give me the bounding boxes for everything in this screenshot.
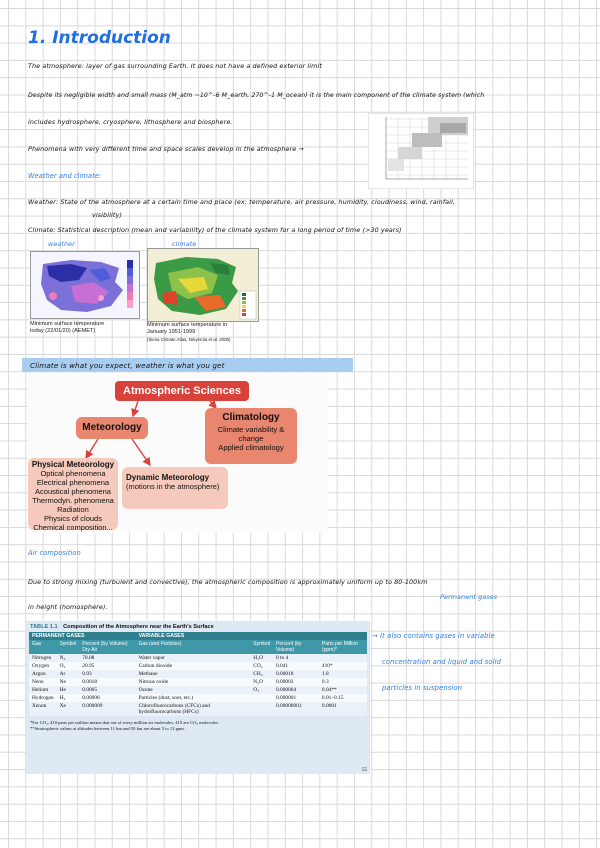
physical-item: Radiation	[57, 505, 89, 514]
cell-gas: Argon	[32, 671, 46, 677]
cell-var-percent: 0.00003	[275, 679, 294, 685]
table-row	[29, 654, 367, 662]
weather-definition-cont: visibility)	[92, 211, 122, 219]
cell-percent: 20.95	[82, 663, 95, 669]
cell-gas: Nitrogen	[32, 655, 52, 661]
section-heading-air-composition: Air composition	[28, 549, 81, 557]
meteorology-box: Meteorology	[76, 417, 148, 439]
table-row	[29, 678, 367, 686]
cell-var-gas: Chlorofluorocarbons (CFCs) and hydrofluorocarbons (HFCs)	[138, 703, 210, 715]
cell-ppm: 0.3	[321, 679, 329, 685]
dynamic-meteorology-box	[122, 467, 228, 509]
cell-var-gas: Water vapor	[138, 655, 165, 661]
col-var-percent: Percent (by Volume)	[275, 641, 302, 653]
cell-var-gas: Carbon dioxide	[138, 663, 172, 669]
intro-line-2: Despite its negligible width and small mass (M_atm ~10^-6 M_earth, 270^-1 M_ocean) it is the main component of the climate system (which	[28, 92, 485, 99]
cell-var-symbol: O₃	[253, 687, 260, 693]
cell-gas: Helium	[32, 687, 49, 693]
cell-var-symbol: CH₄	[253, 671, 263, 677]
air-composition-line-1: Due to strong mixing (turbulent and convective), the atmospheric composition is approximately uniform up to 80-100km	[28, 578, 428, 586]
table-footnote: **Stratospheric values at altitudes between 11 km and 50 km are about 5 to 12 ppm.	[30, 726, 185, 731]
cell-gas: Oxygen	[32, 663, 50, 669]
cell-var-gas: Methane	[138, 671, 158, 677]
physical-item: Chemical composition...	[33, 523, 113, 532]
table-row	[29, 670, 367, 678]
col-ppm: Parts per Million (ppm)*	[321, 641, 358, 653]
physical-item: Thermodyn. phenomena	[32, 496, 114, 505]
cell-symbol: Ar	[59, 671, 66, 677]
cell-symbol: N₂	[59, 655, 66, 661]
caption-line: Minimum surface temperature in	[147, 322, 228, 328]
cell-var-gas: Ozone	[138, 687, 153, 693]
col-var-gas: Gas (and Particles)	[138, 641, 182, 647]
cell-ppm: 1.8	[321, 671, 329, 677]
cell-var-symbol: N₂O	[253, 679, 263, 685]
climatology-box	[205, 408, 297, 464]
table-row	[29, 694, 367, 702]
weather-map-caption	[30, 321, 104, 335]
page-number: 55	[362, 768, 367, 773]
col-percent: Percent (by Volume) Dry Air	[82, 641, 128, 653]
table-caption	[26, 621, 370, 632]
cell-percent: 78.08	[82, 655, 95, 661]
physical-item: Optical phenomena	[40, 469, 106, 478]
cell-var-percent: 0.041	[275, 663, 289, 669]
col-gas: Gas	[32, 641, 42, 647]
side-note-line-3: particles in suspension	[382, 684, 463, 692]
table-footnotes	[26, 716, 370, 732]
climatology-items	[205, 425, 297, 452]
table-group-header	[29, 632, 367, 640]
cell-ppm: 0.0001	[321, 703, 337, 709]
cell-symbol: H₂	[59, 695, 66, 701]
cell-gas: Hydrogen	[32, 695, 54, 701]
side-note-line-1: → It also contains gases in variable	[372, 632, 495, 640]
cell-var-percent: 0.000004	[275, 687, 297, 693]
physical-item: Electrical phenomena	[36, 478, 110, 487]
cell-ppm: 0.04**	[321, 687, 337, 693]
cell-var-percent: 0.000001	[275, 695, 297, 701]
cell-var-percent: 0 to 4	[275, 655, 289, 661]
cell-symbol: He	[59, 687, 66, 693]
permanent-gases-header: PERMANENT GASES	[32, 633, 85, 639]
cell-var-gas: Particles (dust, soot, etc.)	[138, 695, 194, 701]
cell-symbol: Ne	[59, 679, 66, 685]
table-footnote: *For CO₂, 410 parts per million means that out of every million air molecules, 410 are CO₂ molecules.	[30, 720, 219, 725]
variable-gases-header: VARIABLE GASES	[138, 633, 185, 639]
col-var-symbol: Symbol	[253, 641, 270, 647]
caption-line: Minimum surface temperature	[30, 321, 105, 327]
weather-map-image	[30, 251, 140, 319]
physical-item: Physics of clouds	[44, 514, 102, 523]
section-heading-weather-climate: Weather and climate:	[28, 172, 102, 180]
page-title: 1. Introduction	[28, 28, 171, 48]
air-composition-line-2: in height (homosphere).	[28, 603, 108, 611]
caption-source: (Iberia Climate Atlas, Ninyerola et al. 2005)	[147, 337, 231, 342]
cell-percent: 0.00006	[82, 695, 100, 701]
cell-var-symbol	[250, 702, 273, 716]
cell-percent: 0.0018	[82, 679, 98, 685]
dynamic-meteorology-title: Dynamic Meteorology	[126, 473, 210, 482]
diagram-root: Atmospheric Sciences	[115, 381, 249, 401]
physical-meteorology-title: Physical Meteorology	[31, 460, 115, 469]
composition-table-figure	[26, 621, 370, 774]
cell-var-percent: 0.00000001	[275, 703, 302, 709]
weather-definition: Weather: State of the atmosphere at a certain time and place (ex: temperature, air pressure, humidity, cloudiness, wind, rainfall,	[28, 198, 456, 206]
climatology-item: Climate variability &	[217, 425, 285, 434]
side-note-line-2: concentration and liquid and solid	[382, 658, 502, 666]
cell-symbol: O₂	[59, 663, 66, 669]
col-symbol: Symbol	[59, 641, 77, 647]
cell-ppm	[319, 654, 367, 662]
quote-text: Climate is what you expect, weather is what you get	[30, 361, 225, 370]
cell-ppm: 410*	[321, 663, 333, 669]
cell-symbol: Xe	[59, 703, 66, 709]
dynamic-meteorology-sub: (motions in the atmosphere)	[126, 482, 220, 491]
table-row	[29, 702, 367, 716]
cell-var-symbol: CO₂	[253, 663, 263, 669]
cell-gas: Xenon	[32, 703, 47, 709]
table-row	[29, 686, 367, 694]
scales-chart-thumbnail	[368, 113, 474, 189]
composition-table	[29, 632, 367, 716]
cell-var-symbol: H₂O	[253, 655, 263, 661]
cell-percent: 0.0005	[82, 687, 98, 693]
cell-var-percent: 0.00018	[275, 671, 294, 677]
climate-label: climate	[172, 240, 197, 248]
table-row	[29, 662, 367, 670]
table-column-header	[29, 640, 367, 654]
caption-line: today (22/01/20) (AEMET)	[30, 328, 96, 334]
climate-map-caption	[147, 322, 230, 343]
climate-definition: Climate: Statistical description (mean and variability) of the climate system for a long period of time (>30 years)	[28, 226, 402, 234]
intro-line-4: Phenomena with very different time and space scales develop in the atmosphere →	[28, 145, 304, 153]
climatology-title: Climatology	[222, 412, 280, 423]
cell-var-symbol	[250, 694, 273, 702]
cell-percent: 0.93	[82, 671, 92, 677]
cell-ppm: 0.01–0.15	[321, 695, 344, 701]
intro-line-1: The atmosphere: layer of gas surrounding Earth. It does not have a defined exterior limit	[28, 62, 322, 70]
physical-meteorology-box	[28, 458, 118, 530]
table-caption-text: Composition of the Atmosphere near the Earth's Surface	[63, 624, 214, 630]
cell-gas: Neon	[32, 679, 44, 685]
permanent-gases-note: Permanent gases	[440, 593, 498, 601]
cell-percent: 0.000009	[82, 703, 103, 709]
weather-label: weather	[48, 240, 75, 248]
intro-line-3: includes hydrosphere, cryosphere, lithosphere and biosphere.	[28, 118, 233, 126]
table-caption-label: TABLE 1.1	[30, 624, 58, 630]
climate-map-image	[147, 248, 259, 322]
climatology-item: Applied climatology	[218, 443, 284, 452]
cell-var-gas: Nitrous oxide	[138, 679, 169, 685]
physical-item: Acoustical phenomena	[35, 487, 111, 496]
caption-line: January 1951-1999	[147, 329, 196, 335]
climatology-item: change	[238, 434, 264, 443]
